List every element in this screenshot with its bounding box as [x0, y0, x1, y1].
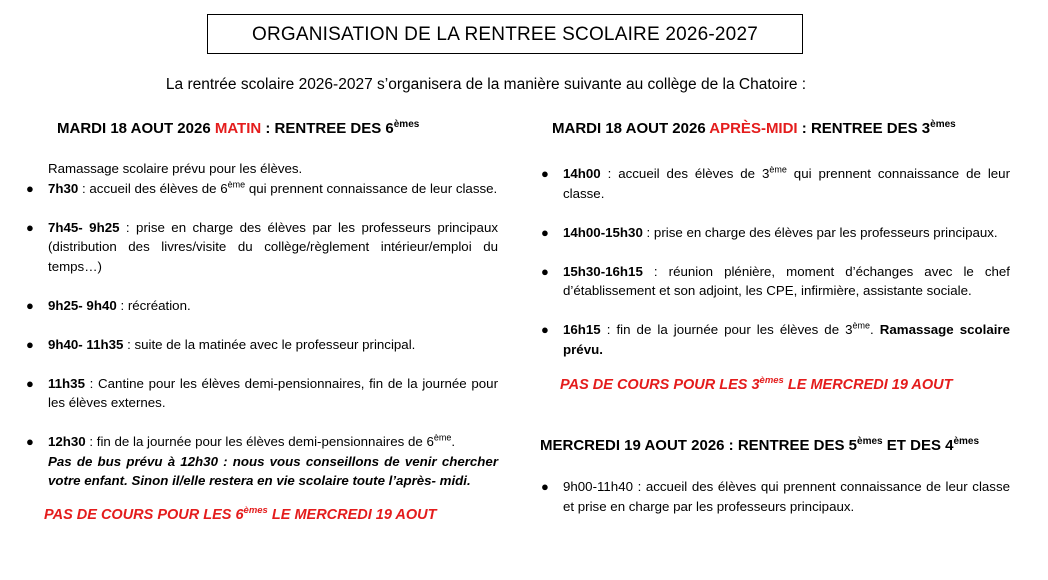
- list-item: [26, 335, 498, 355]
- item-time: 14h00: [563, 166, 601, 181]
- item-time: 12h30: [48, 434, 86, 449]
- bullet-icon: ●: [541, 263, 549, 279]
- item-text-end: qui prennent connaissance de leur classe.: [245, 180, 498, 196]
- left-heading-highlight: MATIN: [214, 120, 262, 137]
- item-text: : Cantine pour les élèves demi-pensionnaires, fin de la journée pour les élèves externes.: [48, 375, 498, 410]
- notice-sup: èmes: [759, 375, 784, 387]
- list-item: [541, 320, 1010, 359]
- bus-pickup-note: Ramassage scolaire prévu.: [563, 322, 1010, 357]
- bullet-icon: ●: [541, 224, 549, 240]
- list-item: [26, 179, 498, 199]
- list-item: [26, 296, 498, 316]
- left-pickup-line: Ramassage scolaire prévu pour les élèves.: [48, 161, 303, 176]
- item-sup: ème: [433, 432, 452, 443]
- right-column: [540, 118, 1010, 516]
- list-item: [541, 262, 1010, 301]
- document-title: ORGANISATION DE LA RENTREE SCOLAIRE 2026-2027: [207, 14, 803, 54]
- item-text-end: qui prennent connaissance de leur classe.: [563, 166, 1010, 201]
- bullet-icon: ●: [26, 375, 34, 391]
- notice-text: PAS DE COURS POUR LES 3: [560, 377, 760, 393]
- notice-text-end: LE MERCREDI 19 AOUT: [783, 377, 953, 393]
- item-sup: ème: [227, 179, 246, 190]
- bullet-icon: ●: [26, 297, 34, 313]
- bullet-icon: ●: [541, 166, 549, 181]
- intro-text: La rentrée scolaire 2026-2027 s’organisera de la manière suivante au collège de la Chatoire :: [165, 76, 807, 93]
- item-time: 7h30: [48, 180, 79, 196]
- wednesday-heading-sup: èmes: [857, 436, 883, 447]
- item-time: 7h45- 9h25: [48, 219, 120, 235]
- bullet-icon: ●: [26, 180, 34, 196]
- bullet-icon: ●: [541, 479, 549, 494]
- left-no-class-notice: [28, 505, 498, 525]
- list-item: [541, 477, 1010, 516]
- item-text-end: .: [451, 434, 456, 449]
- left-column: [28, 118, 498, 525]
- list-item: [26, 374, 498, 413]
- item-text-end: .: [870, 322, 880, 337]
- right-heading: [540, 118, 1010, 140]
- left-heading-suffix: : RENTREE DES 6: [261, 120, 394, 137]
- list-item: [541, 164, 1010, 203]
- right-heading-highlight: APRÈS-MIDI: [709, 120, 798, 137]
- notice-text: PAS DE COURS POUR LES 6: [44, 506, 244, 523]
- item-text: : accueil des élèves de 6: [78, 180, 228, 196]
- item-sup: ème: [852, 320, 871, 331]
- item-text: : fin de la journée pour les élèves demi-pensionnaires de 6: [85, 434, 434, 449]
- item-text: : fin de la journée pour les élèves de 3: [600, 322, 853, 337]
- right-schedule-list: [540, 164, 1010, 359]
- item-time: 9h40- 11h35: [48, 336, 124, 352]
- item-time: 14h00-15h30: [563, 224, 643, 240]
- wednesday-schedule-list: [540, 477, 1010, 516]
- right-no-class-notice: [540, 375, 1010, 395]
- item-text: : réunion plénière, moment d’échanges avec le chef d’établissement et son adjoint, les CPE, infirmière, assistante sociale.: [563, 263, 1010, 298]
- item-sup: ème: [769, 164, 787, 175]
- left-heading-date: MARDI 18 AOUT 2026: [57, 120, 215, 137]
- item-text: : prise en charge des élèves par les professeurs principaux (distribution des livres/visite du collège/règlement intérieur/emploi du temps…): [48, 219, 498, 274]
- item-text: 9h00-11h40 : accueil des élèves qui prennent connaissance de leur classe et prise en charge par les professeurs principaux.: [563, 479, 1010, 514]
- wednesday-heading: [540, 435, 1010, 457]
- right-heading-suffix: : RENTREE DES 3: [797, 120, 931, 137]
- item-text: : suite de la matinée avec le professeur principal.: [123, 336, 416, 352]
- right-heading-sup: èmes: [930, 119, 956, 130]
- bullet-icon: ●: [541, 322, 549, 337]
- bullet-icon: ●: [26, 219, 34, 235]
- left-schedule-list: [28, 179, 498, 491]
- wednesday-heading-text: MERCREDI 19 AOUT 2026 : RENTREE DES 5: [540, 437, 858, 454]
- notice-sup: èmes: [243, 504, 268, 516]
- item-text: : récréation.: [116, 297, 191, 313]
- bullet-icon: ●: [26, 434, 34, 449]
- item-text: : prise en charge des élèves par les professeurs principaux.: [642, 224, 998, 240]
- item-text: : accueil des élèves de 3: [600, 166, 770, 181]
- list-item: [26, 218, 498, 277]
- right-heading-date: MARDI 18 AOUT 2026: [552, 120, 710, 137]
- bullet-icon: ●: [26, 336, 34, 352]
- list-item: [541, 223, 1010, 243]
- list-item: [26, 432, 498, 491]
- item-time: 16h15: [563, 322, 601, 337]
- left-heading: [28, 118, 498, 140]
- left-heading-sup: èmes: [393, 119, 420, 130]
- item-time: 15h30-16h15: [563, 263, 643, 279]
- wednesday-heading-text-end: ET DES 4: [882, 437, 954, 454]
- item-time: 11h35: [48, 375, 85, 391]
- notice-text-end: LE MERCREDI 19 AOUT: [267, 506, 437, 523]
- wednesday-heading-sup-2: èmes: [953, 436, 980, 447]
- bus-note: Pas de bus prévu à 12h30 : nous vous conseillons de venir chercher votre enfant. Sinon il/elle restera en vie scolaire toute l’après- midi.: [48, 453, 498, 488]
- item-time: 9h25- 9h40: [48, 297, 117, 313]
